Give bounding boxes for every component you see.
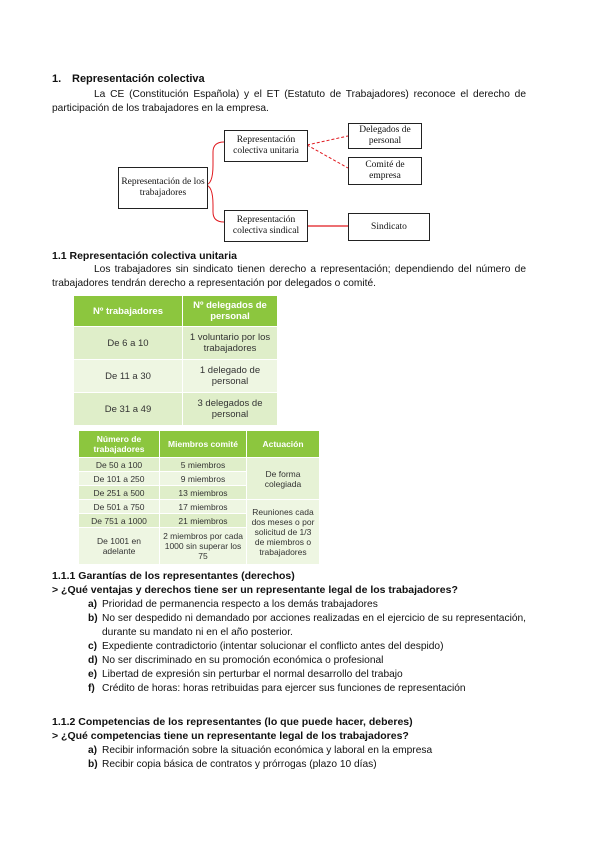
link-comite (307, 145, 348, 168)
table-cell: De 11 a 30 (74, 360, 183, 393)
table-row (74, 327, 278, 360)
guarantees-list (88, 598, 526, 696)
table-cell: De 31 a 49 (74, 393, 183, 426)
list-item-text: No ser despedido ni demandado por acciones realizadas en el ejercicio de su representación, durante su mandato ni en el año posterior. (102, 613, 526, 638)
list-item-label: d) (88, 655, 98, 666)
list-item (88, 668, 526, 682)
table-cell: De 1001 en adelante (79, 528, 160, 565)
list-item-label: c) (88, 641, 98, 652)
actuacion-cell-1: De forma colegiada (247, 458, 320, 500)
list-item-label: a) (88, 745, 98, 756)
diagram-sindical-box (224, 210, 308, 242)
table-cell: 1 delegado de personal (183, 360, 278, 393)
table-cell: 1 voluntario por los trabajadores (183, 327, 278, 360)
delegates-table-header: Nº delegados de personal (183, 296, 278, 327)
section-1-1-paragraph: Los trabajadores sin sindicato tienen derecho a representación; dependiendo del número de trabajadores tendrán derecho a representación por delegados o comité. (52, 264, 526, 289)
link-delegados (307, 136, 348, 145)
delegates-table-header: Nº trabajadores (74, 296, 183, 327)
list-item (88, 612, 526, 640)
diagram-sindicato-box (348, 213, 430, 241)
table-row (79, 500, 320, 514)
competences-list (88, 744, 526, 772)
delegates-table (73, 295, 278, 426)
section-1-1-2-question: > ¿Qué competencias tiene un representante legal de los trabajadores? (52, 730, 409, 742)
section-1-title: Representación colectiva (72, 73, 205, 85)
diagram-sindical-label: Representación colectiva sindical (232, 215, 300, 236)
table-cell: De 50 a 100 (79, 458, 160, 472)
diagram-sindicato-label: Sindicato (371, 221, 407, 232)
list-item-text: Crédito de horas: horas retribuidas para ejercer sus funciones de representación (102, 683, 466, 694)
committee-table-header: Número de trabajadores (79, 431, 160, 458)
diagram-comite-box (348, 157, 422, 185)
table-cell: De 6 a 10 (74, 327, 183, 360)
diagram-root-label: Representación de los trabajadores (121, 177, 205, 198)
list-item-label: e) (88, 669, 98, 680)
section-1-1-title: 1.1 Representación colectiva unitaria (52, 250, 237, 262)
table-cell: 21 miembros (160, 514, 247, 528)
table-cell: 3 delegados de personal (183, 393, 278, 426)
section-1-paragraph: La CE (Constitución Española) y el ET (Estatuto de Trabajadores) reconoce el derecho de participación de los trabajadores en la empresa. (52, 89, 526, 114)
actuacion-cell-2: Reuniones cada dos meses o por solicitud de 1/3 de miembros o trabajadores (247, 500, 320, 565)
list-item-label: b) (88, 613, 98, 624)
table-cell: 17 miembros (160, 500, 247, 514)
list-item-text: Recibir información sobre la situación económica y laboral en la empresa (102, 745, 433, 756)
section-1-1-1-question: > ¿Qué ventajas y derechos tiene ser un representante legal de los trabajadores? (52, 584, 458, 596)
table-row (74, 393, 278, 426)
table-cell: De 751 a 1000 (79, 514, 160, 528)
table-cell: 9 miembros (160, 472, 247, 486)
committee-table-header: Actuación (247, 431, 320, 458)
table-cell: 13 miembros (160, 486, 247, 500)
list-item (88, 758, 526, 772)
diagram-comite-label: Comité de empresa (365, 160, 405, 181)
committee-table (78, 430, 320, 565)
committee-table-header: Miembros comité (160, 431, 247, 458)
list-item-text: Libertad de expresión sin perturbar el normal desarrollo del trabajo (102, 669, 403, 680)
table-cell: De 501 a 750 (79, 500, 160, 514)
list-item (88, 654, 526, 668)
table-cell: De 101 a 250 (79, 472, 160, 486)
table-cell: 2 miembros por cada 1000 sin superar los 75 (160, 528, 247, 565)
list-item (88, 598, 526, 612)
table-row (74, 360, 278, 393)
list-item-text: Recibir copia básica de contratos y prórrogas (plazo 10 días) (102, 759, 377, 770)
list-item-text: No ser discriminado en su promoción económica o profesional (102, 655, 384, 666)
list-item (88, 640, 526, 654)
list-item-text: Expediente contradictorio (intentar solucionar el conflicto antes del despido) (102, 641, 444, 652)
list-item-label: f) (88, 683, 95, 694)
diagram-delegados-label: Delegados de personal (359, 125, 411, 146)
list-item-text: Prioridad de permanencia respecto a los demás trabajadores (102, 599, 378, 610)
list-item (88, 744, 526, 758)
diagram-delegados-box (348, 123, 422, 149)
diagram-unitaria-box (224, 130, 308, 162)
diagram-root-box (118, 167, 208, 209)
diagram-unitaria-label: Representación colectiva unitaria (233, 135, 299, 156)
list-item (88, 682, 526, 696)
section-1-1-2-title: 1.1.2 Competencias de los representantes (lo que puede hacer, deberes) (52, 716, 413, 728)
section-1-number: 1. (52, 73, 62, 85)
section-1-1-1-title: 1.1.1 Garantías de los representantes (derechos) (52, 570, 295, 582)
table-row (79, 458, 320, 472)
table-cell: 5 miembros (160, 458, 247, 472)
list-item-label: a) (88, 599, 98, 610)
table-cell: De 251 a 500 (79, 486, 160, 500)
list-item-label: b) (88, 759, 98, 770)
